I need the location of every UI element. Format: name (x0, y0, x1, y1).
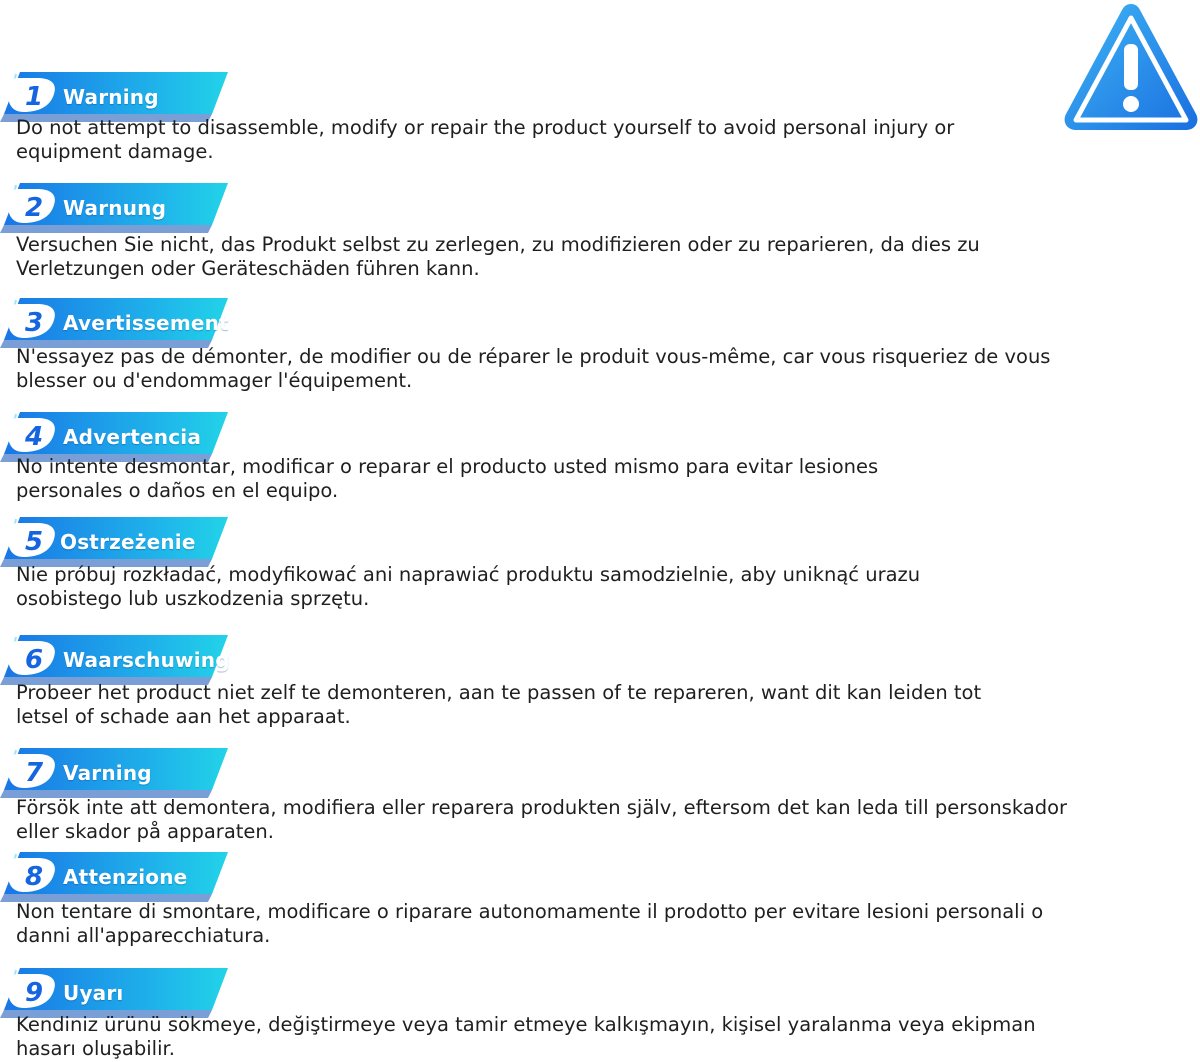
section-body (16, 563, 1116, 611)
body-line: equipment damage. (16, 140, 214, 163)
section-body (16, 681, 1116, 729)
body-line: Non tentare di smontare, modificare o riparare autonomamente il prodotto per evitare lesioni personali o (16, 900, 1044, 923)
section-number: 3 (24, 308, 44, 338)
section-banner (0, 746, 232, 800)
section-number: 2 (24, 193, 44, 223)
body-line: danni all'apparecchiatura. (16, 924, 271, 947)
section-body (16, 1013, 1116, 1061)
section-number: 8 (24, 862, 44, 892)
section-banner (0, 850, 232, 904)
section-body (16, 345, 1116, 393)
section-number: 5 (24, 527, 44, 557)
body-line: Försök inte att demontera, modifiera eller reparera produkten själv, eftersom det kan leda till personskador (16, 796, 1068, 819)
section-number: 1 (24, 82, 44, 112)
body-line: Versuchen Sie nicht, das Produkt selbst zu zerlegen, zu modifizieren oder zu reparieren, da dies zu (16, 233, 980, 256)
body-line: letsel of schade aan het apparaat. (16, 705, 351, 728)
body-line: Probeer het product niet zelf te demonteren, aan te passen of te repareren, want dit kan leiden tot (16, 681, 982, 704)
section-number: 7 (24, 758, 44, 788)
body-line: osobistego lub uszkodzenia sprzętu. (16, 587, 370, 610)
body-line: blesser ou d'endommager l'équipement. (16, 369, 413, 392)
body-line: personales o daños en el equipo. (16, 479, 339, 502)
section-body (16, 796, 1116, 844)
body-line: Verletzungen oder Geräteschäden führen kann. (16, 257, 480, 280)
section-title: Advertencia (63, 425, 202, 449)
section-number: 4 (24, 422, 44, 452)
section-banner (0, 633, 232, 687)
body-line: hasarı oluşabilir. (16, 1037, 175, 1060)
section-banner (0, 966, 232, 1020)
section-title: Warnung (63, 196, 167, 220)
section-title: Avertissement (63, 311, 229, 335)
section-banner (0, 515, 232, 569)
section-body (16, 116, 1116, 164)
body-line: N'essayez pas de démonter, de modifier ou de réparer le produit vous-même, car vous risqueriez de vous (16, 345, 1051, 368)
section-body (16, 233, 1116, 281)
section-number: 6 (24, 645, 44, 675)
section-title: Attenzione (63, 865, 188, 889)
warning-triangle-icon (1062, 0, 1200, 134)
section-body (16, 455, 1116, 503)
body-line: eller skador på apparaten. (16, 820, 274, 843)
section-title: Ostrzeżenie (60, 530, 196, 554)
body-line: Kendiniz ürünü sökmeye, değiştirmeye veya tamir etmeye kalkışmayın, kişisel yaralanma veya ekipman (16, 1013, 1036, 1036)
section-title: Varning (63, 761, 152, 785)
body-line: Do not attempt to disassemble, modify or repair the product yourself to avoid personal injury or (16, 116, 955, 139)
section-title: Waarschuwing (63, 648, 230, 672)
body-line: No intente desmontar, modificar o reparar el producto usted mismo para evitar lesiones (16, 455, 879, 478)
section-title: Warning (63, 85, 159, 109)
section-body (16, 900, 1116, 948)
section-title: Uyarı (63, 981, 124, 1005)
section-banner (0, 181, 232, 235)
body-line: Nie próbuj rozkładać, modyfikować ani naprawiać produktu samodzielnie, aby uniknąć urazu (16, 563, 921, 586)
section-banner (0, 296, 232, 350)
section-number: 9 (24, 978, 44, 1008)
